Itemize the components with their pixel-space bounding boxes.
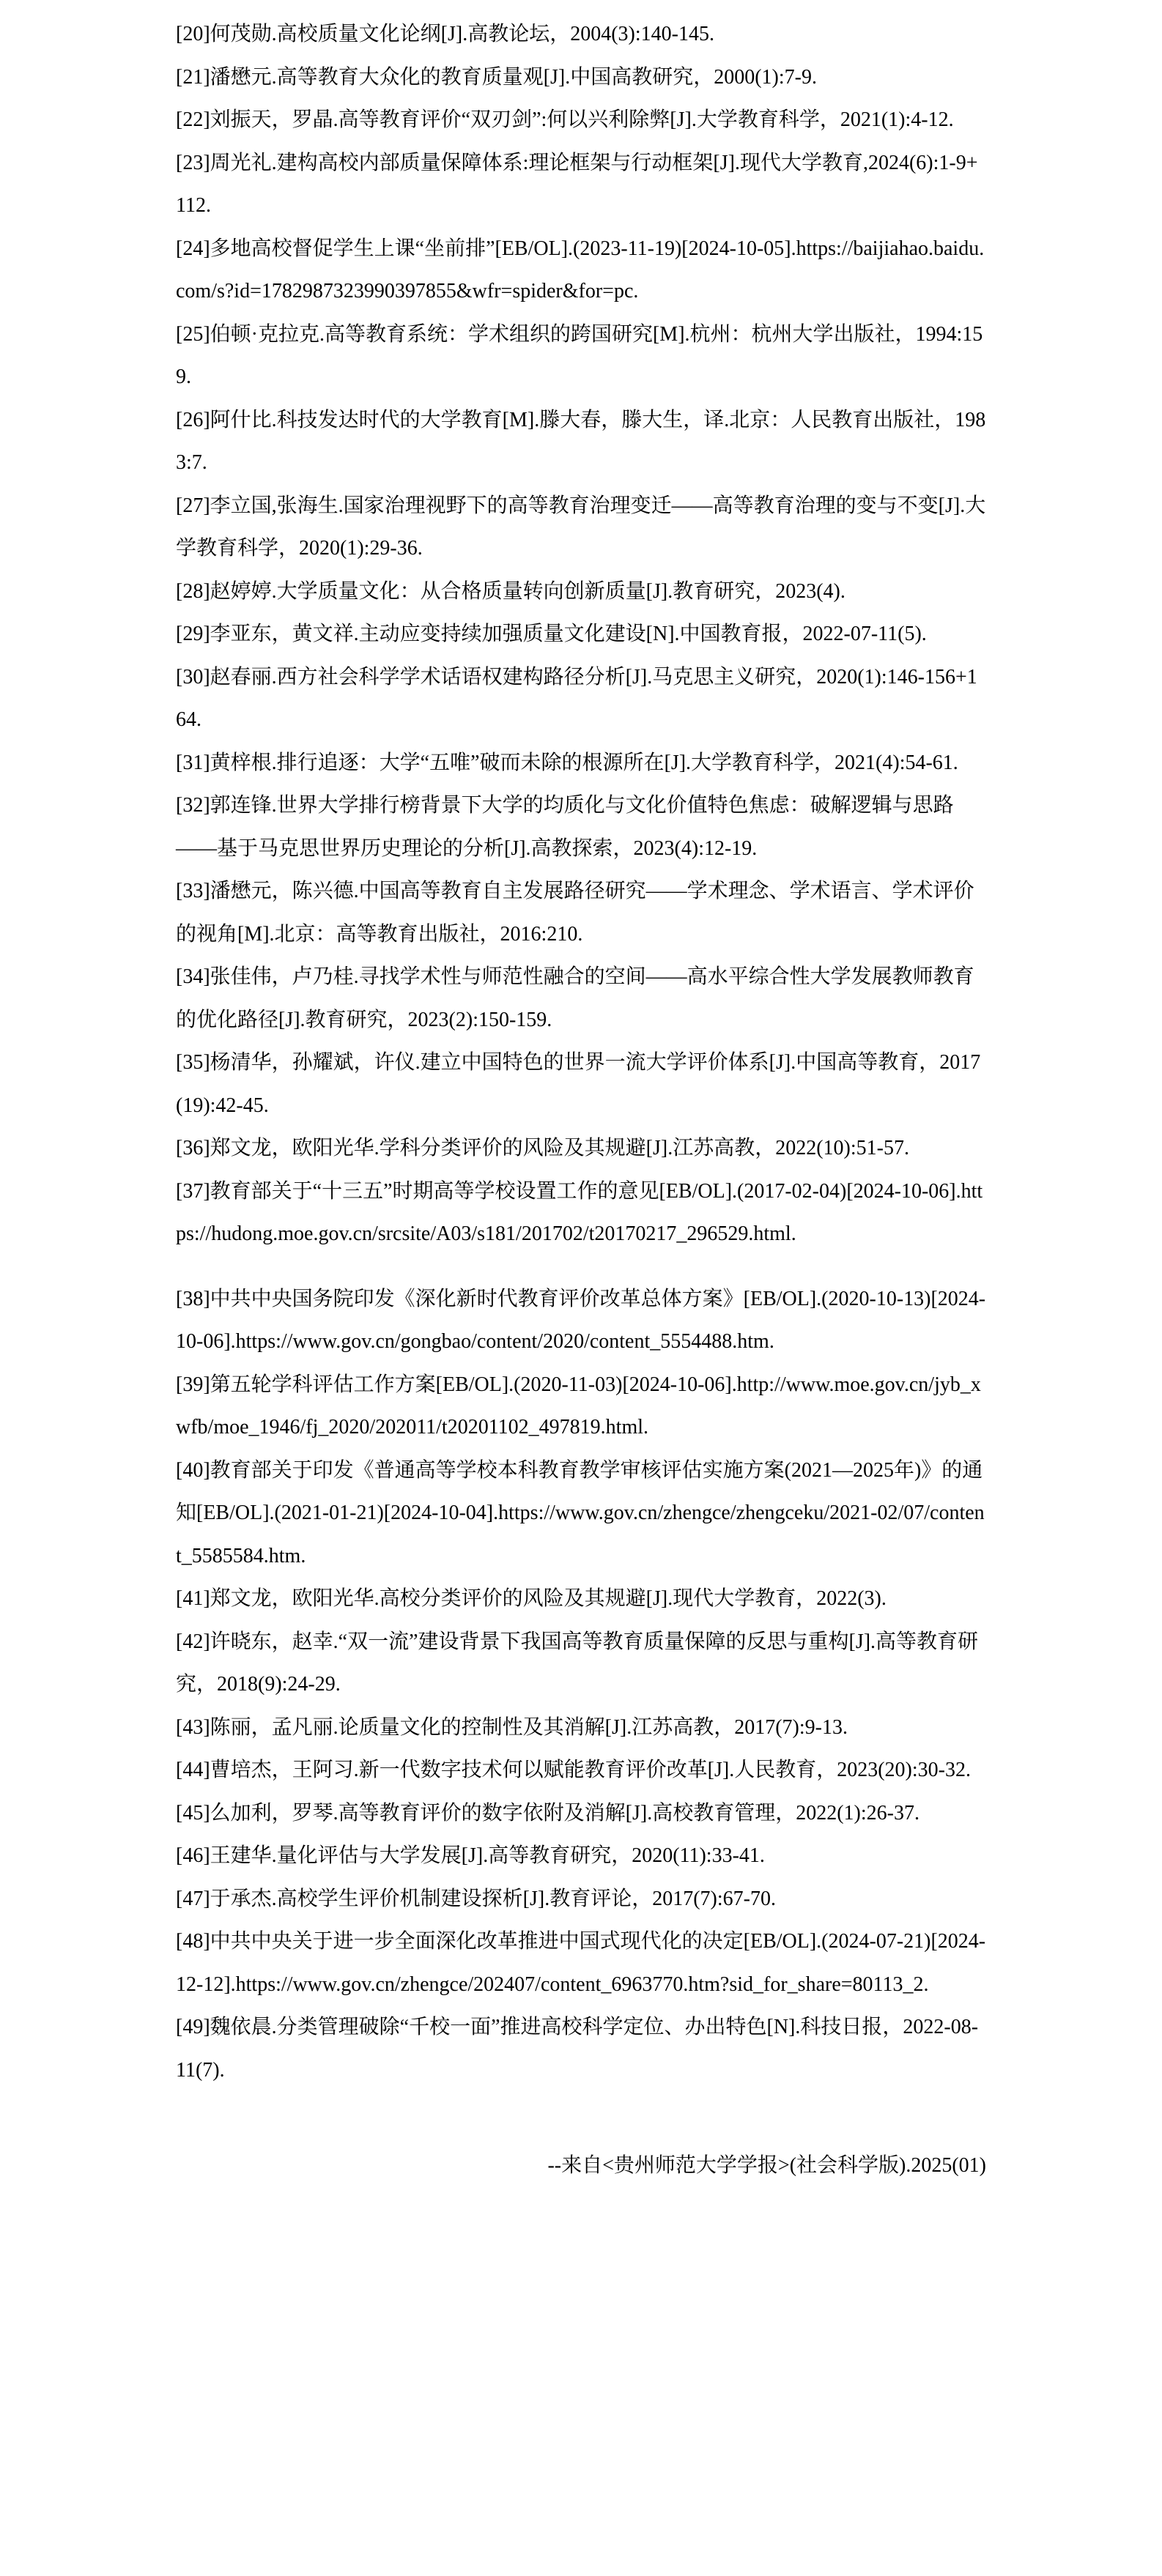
reference-item-41: [41]郑文龙，欧阳光华.高校分类评价的风险及其规避[J].现代大学教育，2022(3). (176, 1587, 887, 1610)
reference-item-48: [48]中共中央关于进一步全面深化改革推进中国式现代化的决定[EB/OL].(2024-07-21)[2024-12-12].https://www.gov.cn/zhengce/202407/content_6963770.htm?sid_for_share=80113_2. (176, 1930, 986, 1996)
reference-item-20: [20]何茂勋.高校质量文化论纲[J].高教论坛，2004(3):140-145. (176, 23, 714, 45)
reference-item-21: [21]潘懋元.高等教育大众化的教育质量观[J].中国高教研究，2000(1):7-9. (176, 65, 817, 89)
reference-list (176, 13, 986, 2092)
reference-item-47: [47]于承杰.高校学生评价机制建设探析[J].教育评论，2017(7):67-70. (176, 1887, 776, 1910)
reference-item-26: [26]阿什比.科技发达时代的大学教育[M].滕大春，滕大生，译.北京：人民教育出版社，1983:7. (176, 408, 986, 474)
reference-item-34: [34]张佳伟，卢乃桂.寻找学术性与师范性融合的空间——高水平综合性大学发展教师教育的优化路径[J].教育研究，2023(2):150-159. (176, 965, 974, 1031)
reference-item-27: [27]李立国,张海生.国家治理视野下的高等教育治理变迁——高等教育治理的变与不变[J].大学教育科学，2020(1):29-36. (176, 494, 986, 560)
reference-item-31: [31]黄梓根.排行追逐：大学“五唯”破而未除的根源所在[J].大学教育科学，2021(4):54-61. (176, 751, 958, 774)
reference-item-22: [22]刘振天，罗晶.高等教育评价“双刃剑”:何以兴利除弊[J].大学教育科学，2021(1):4-12. (176, 108, 954, 131)
reference-item-35: [35]杨清华，孙耀斌，许仪.建立中国特色的世界一流大学评价体系[J].中国高等教育，2017(19):42-45. (176, 1051, 981, 1117)
reference-item-33: [33]潘懋元，陈兴德.中国高等教育自主发展路径研究——学术理念、学术语言、学术评价的视角[M].北京：高等教育出版社，2016:210. (176, 880, 974, 946)
reference-item-42: [42]许晓东，赵幸.“双一流”建设背景下我国高等教育质量保障的反思与重构[J].高等教育研究，2018(9):24-29. (176, 1630, 979, 1696)
reference-item-49: [49]魏依晨.分类管理破除“千校一面”推进高校科学定位、办出特色[N].科技日报，2022-08-11(7). (176, 2016, 979, 2082)
reference-item-28: [28]赵婷婷.大学质量文化：从合格质量转向创新质量[J].教育研究，2023(4). (176, 579, 845, 603)
reference-item-39: [39]第五轮学科评估工作方案[EB/OL].(2020-11-03)[2024-10-06].http://www.moe.gov.cn/jyb_xwfb/moe_1946/fj_2020/202011/t20201102_497819.html. (176, 1373, 981, 1439)
reference-item-24: [24]多地高校督促学生上课“坐前排”[EB/OL].(2023-11-19)[2024-10-05].https://baijiahao.baidu.com/s?id=1782987323990397855&wfr=spider&for=pc. (176, 237, 985, 302)
reference-item-37: [37]教育部关于“十三五”时期高等学校设置工作的意见[EB/OL].(2017-02-04)[2024-10-06].https://hudong.moe.gov.cn/srcsite/A03/s181/201702/t20170217_296529.html. (176, 1179, 983, 1245)
reference-item-38: [38]中共中央国务院印发《深化新时代教育评价改革总体方案》[EB/OL].(2020-10-13)[2024-10-06].https://www.gov.cn/gongbao/content/2020/content_5554488.htm. (176, 1287, 986, 1353)
reference-item-32: [32]郭连锋.世界大学排行榜背景下大学的均质化与文化价值特色焦虑：破解逻辑与思路——基于马克思世界历史理论的分析[J].高教探索，2023(4):12-19. (176, 794, 954, 860)
source-attribution: --来自<贵州师范大学学报>(社会科学版).2025(01) (547, 2154, 986, 2177)
reference-item-30: [30]赵春丽.西方社会科学学术话语权建构路径分析[J].马克思主义研究，2020(1):146-156+164. (176, 665, 977, 731)
reference-item-40: [40]教育部关于印发《普通高等学校本科教育教学审核评估实施方案(2021—2025年)》的通知[EB/OL].(2021-01-21)[2024-10-04].https://www.gov.cn/zhengce/zhengceku/2021-02/07/content_5585584.htm. (176, 1458, 985, 1567)
reference-item-23: [23]周光礼.建构高校内部质量保障体系:理论框架与行动框架[J].现代大学教育,2024(6):1-9+112. (176, 151, 978, 217)
reference-item-46: [46]王建华.量化评估与大学发展[J].高等教育研究，2020(11):33-41. (176, 1844, 765, 1867)
reference-item-29: [29]李亚东，黄文祥.主动应变持续加强质量文化建设[N].中国教育报，2022-07-11(5). (176, 623, 927, 645)
reference-item-25: [25]伯顿·克拉克.高等教育系统：学术组织的跨国研究[M].杭州：杭州大学出版社，1994:159. (176, 322, 983, 388)
reference-item-43: [43]陈丽，孟凡丽.论质量文化的控制性及其消解[J].江苏高教，2017(7):9-13. (176, 1715, 848, 1739)
reference-item-36: [36]郑文龙，欧阳光华.学科分类评价的风险及其规避[J].江苏高教，2022(10):51-57. (176, 1137, 909, 1159)
reference-item-45: [45]么加利，罗琴.高等教育评价的数字依附及消解[J].高校教育管理，2022(1):26-37. (176, 1801, 919, 1825)
reference-item-44: [44]曹培杰，王阿习.新一代数字技术何以赋能教育评价改革[J].人民教育，2023(20):30-32. (176, 1759, 971, 1781)
